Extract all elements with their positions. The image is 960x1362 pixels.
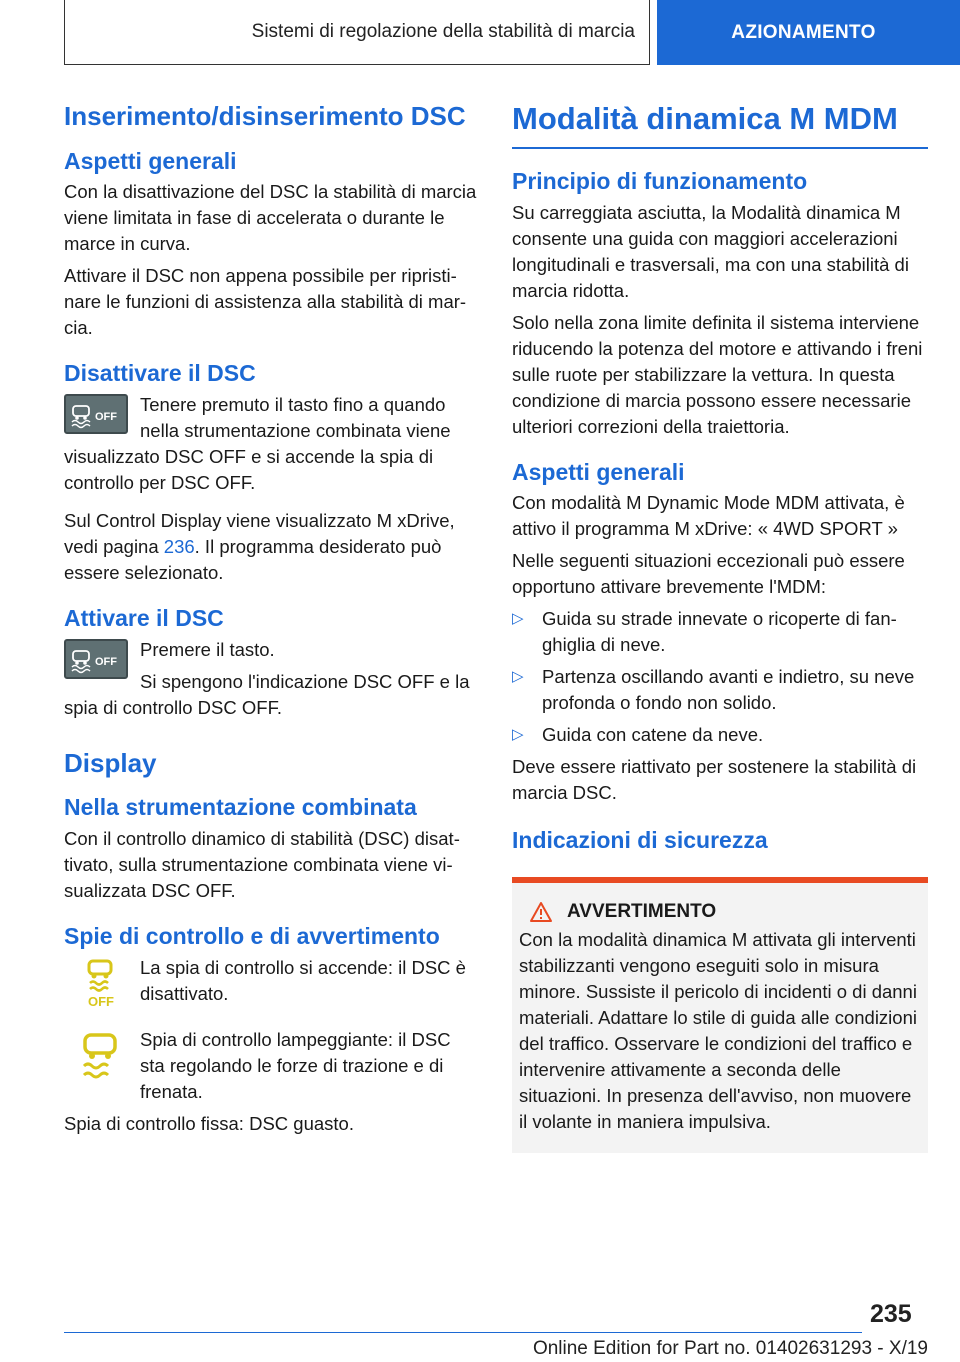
lamp1-block	[64, 955, 480, 1013]
dsc-heading: Inserimento/disinserimento DSC	[64, 101, 466, 131]
situations-list	[512, 606, 928, 748]
svg-text:OFF: OFF	[88, 993, 114, 1009]
left-column	[64, 100, 480, 1149]
footer-divider	[64, 1332, 862, 1333]
right-general-p2: Nelle seguenti situazioni eccezionali può essere opportuno attivare brevemente l'MDM:	[512, 550, 905, 598]
principle-p1: Su carreggiata asciutta, la Modalità dinamica M consente una guida con maggiori accelerazioni longitudinali e trasversali, ma con una stabilità di marcia ridotta.	[512, 201, 909, 301]
activate-p2: Si spengono l'indicazione DSC OFF e la spia di controllo DSC OFF.	[64, 670, 470, 718]
dsc-lamp-icon	[74, 1031, 128, 1081]
lamp1-p: La spia di controllo si accende: il DSC è disattivato.	[140, 956, 466, 1004]
button-off-label: OFF	[95, 655, 117, 668]
deactivate-block	[64, 392, 480, 502]
dsc-off-button-icon	[64, 639, 128, 679]
mdm-heading: Modalità dinamica M MDM	[512, 100, 928, 149]
after-bullets-p: Deve essere riattivato per sostenere la stabilità di marcia DSC.	[512, 756, 917, 804]
header-chapter-tab[interactable]	[657, 0, 960, 65]
left-general-heading: Aspetti generali	[64, 147, 237, 174]
display-heading: Display	[64, 747, 157, 778]
page-link-236[interactable]: 236	[163, 536, 195, 557]
lamp2-p2: Spia di controllo fissa: DSC guasto.	[64, 1112, 354, 1134]
safety-heading: Indicazioni di sicurezza	[512, 827, 768, 854]
activate-heading: Attivare il DSC	[64, 605, 224, 631]
list-item: ▷ Partenza oscillando avanti e indietro, su neve profonda o fondo non solido.	[512, 666, 915, 714]
button-off-label: OFF	[95, 411, 117, 423]
cluster-p: Con il controllo dinamico di stabilità (DSC) disattivato, sulla strumentazione combinata viene visualizzata DSC OFF.	[64, 828, 460, 901]
principle-p2: Solo nella zona limite definita il sistema interviene riducendo la potenza del motore e attivando i freni sulle ruote per stabilizzare la vettura. In questa condizione di marcia possono essere necessarie ulteriori correzioni della traiettoria.	[512, 311, 923, 437]
deactivate-p1: Tenere premuto il tasto fino a quando nella strumentazione combinata viene visualizzato DSC OFF e si accende la spia di controllo per DSC OFF.	[64, 394, 451, 493]
header-section-box	[64, 0, 650, 65]
deactivate-p2: Sul Control Display viene visualizzato M xDrive, vedi pagina 236. Il programma desiderato può essere selezionato.	[64, 510, 455, 583]
cluster-heading: Nella strumentazione combinata	[64, 794, 417, 821]
lamp2-p1: Spia di controllo lampeggiante: il DSC sta regolando le forze di trazione e di frenata.	[140, 1028, 451, 1102]
lamps-heading: Spie di controllo e di avvertimento	[64, 923, 440, 949]
activate-block	[64, 637, 480, 727]
list-item: ▷ Guida con catene da neve.	[512, 724, 764, 746]
warning-title: AVVERTIMENTO	[567, 901, 717, 922]
list-item: ▷ Guida su strade innevate o ricoperte di fanghiglia di neve.	[512, 608, 897, 656]
left-general-p2: Attivare il DSC non appena possibile per ripristinare le funzioni di assistenza alla stabilità di marcia.	[64, 265, 467, 339]
dsc-off-lamp-icon	[74, 959, 128, 1009]
activate-p1: Premere il tasto.	[140, 638, 275, 660]
warning-box	[512, 877, 928, 1153]
right-general-p1: Con modalità M Dynamic Mode MDM attivata, è attivo il programma M xDrive: « 4WD SPORT »	[512, 492, 905, 540]
warning-triangle-icon	[529, 901, 553, 923]
lamp2-block	[64, 1027, 480, 1143]
page-number: 235	[870, 1300, 912, 1328]
left-general-p1: Con la disattivazione del DSC la stabilità di marcia viene limitata in fase di accelerata o durante le marce in curva.	[64, 181, 477, 255]
right-general-heading: Aspetti generali	[512, 458, 685, 485]
principle-heading: Principio di funzionamento	[512, 167, 808, 194]
warning-title-row	[519, 901, 920, 923]
header-chapter-title: AZIONAMENTO	[731, 21, 876, 43]
warning-text: Con la modalità dinamica M attivata gli interventi stabilizzanti vengono eseguiti solo in misura minore. Sussiste il pericolo di incidenti o di danni materiali. Adattare lo stile di guida alle condizioni del traffico. Osservare le condizioni del traffico e intervenire attivamente a seconda delle situazioni. In presenza dell'avviso, non muovere il volante in maniera impulsiva.	[519, 929, 917, 1132]
header-section-title: Sistemi di regolazione della stabilità di marcia	[251, 21, 635, 42]
right-column	[512, 100, 928, 1153]
deactivate-heading: Disattivare il DSC	[64, 360, 256, 387]
footer-edition: Online Edition for Part no. 01402631293 - X/19	[532, 1338, 928, 1359]
dsc-off-button-icon	[64, 394, 128, 434]
